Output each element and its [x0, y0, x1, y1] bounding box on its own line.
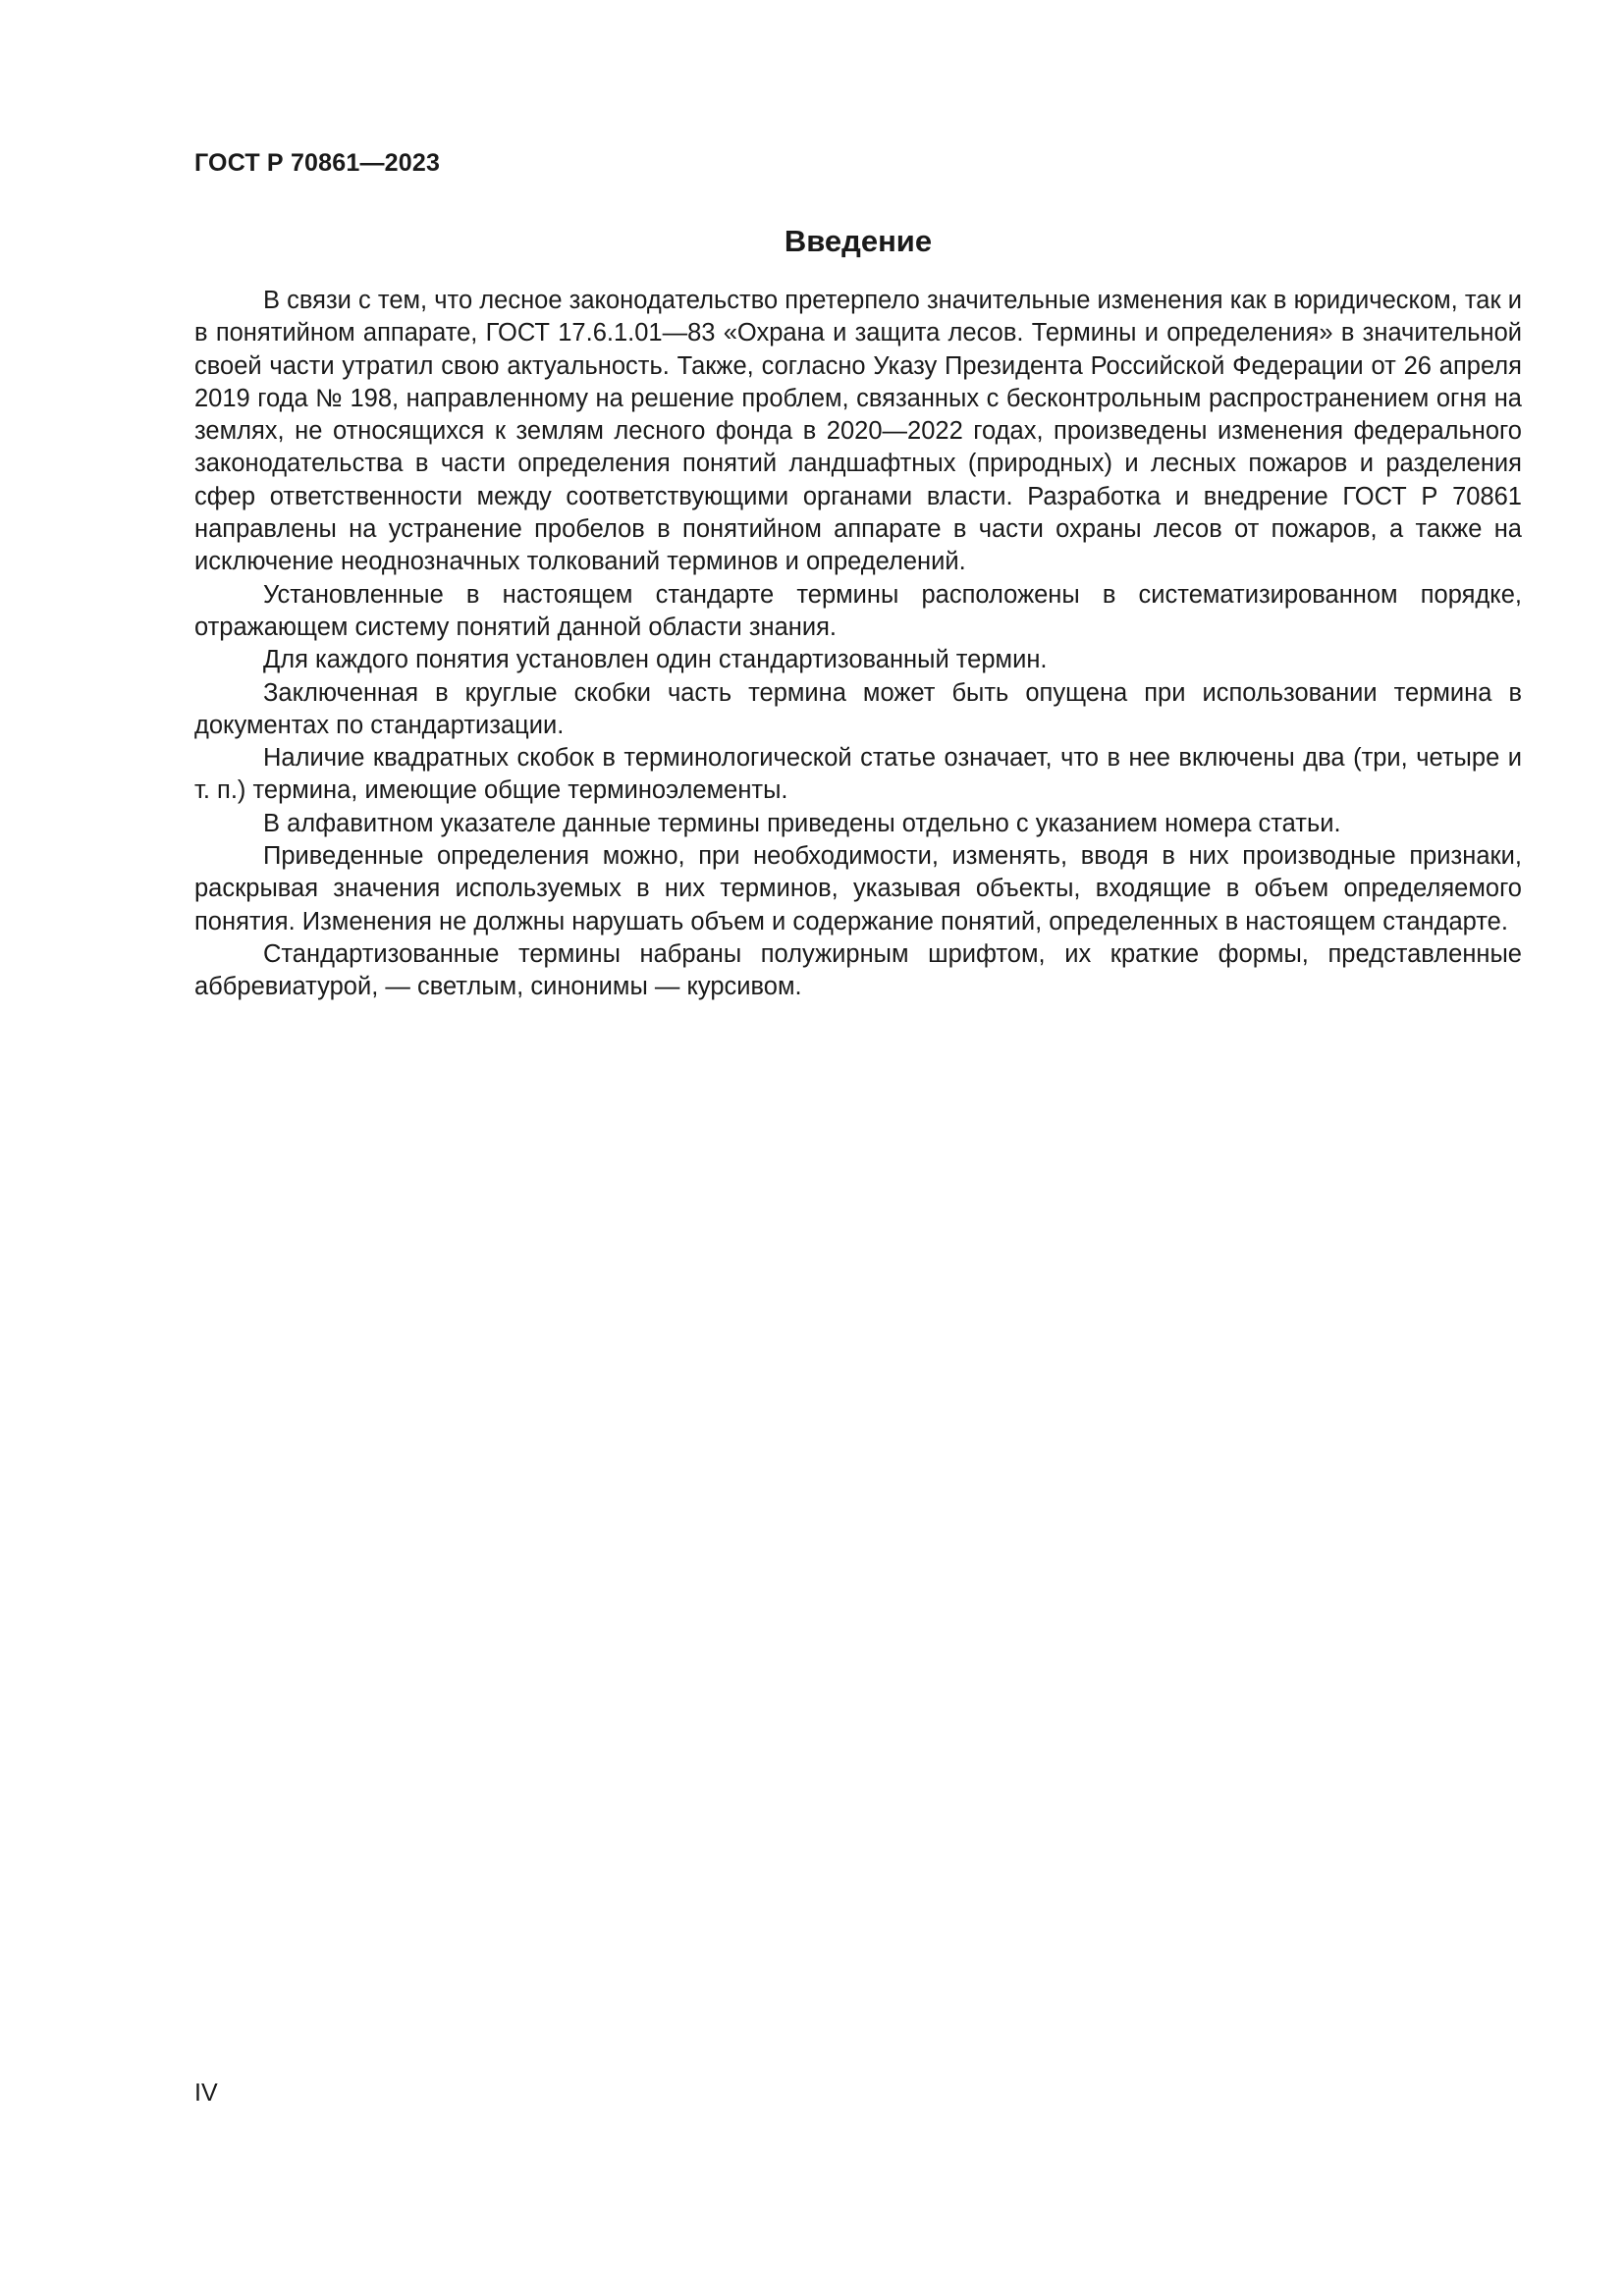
- paragraph: Для каждого понятия установлен один стандартизованный термин.: [263, 646, 1048, 674]
- paragraph: Приведенные определения можно, при необходимости, изменять, вводя в них производные признаки, раскрывая значения используемых в них терминов, указывая объекты, входящие в объем определяемого понятия. Изменения не должны нарушать объем и содержание понятий, определенных в настоящем стандарте.: [194, 842, 1522, 935]
- paragraph: Наличие квадратных скобок в терминологической статье означает, что в нее включены два (три, четыре и т. п.) термина, имеющие общие терминоэлементы.: [194, 744, 1522, 805]
- section-title: Введение: [784, 224, 933, 258]
- paragraph: В алфавитном указателе данные термины приведены отдельно с указанием номера статьи.: [263, 809, 1341, 837]
- paragraph: Установленные в настоящем стандарте термины расположены в систематизированном порядке, отражающем систему понятий данной области знания.: [194, 580, 1522, 641]
- paragraph: Заключенная в круглые скобки часть термина может быть опущена при использовании термина в документах по стандартизации.: [194, 678, 1522, 739]
- introduction-body: [194, 285, 1522, 1004]
- paragraph: В связи с тем, что лесное законодательство претерпело значительные изменения как в юридическом, так и в понятийном аппарате, ГОСТ 17.6.1.01—83 «Охрана и защита лесов. Термины и определения» в значительной своей части утратил свою актуальность. Также, согласно Указу Президента Российской Федерации от 26 апреля 2019 года № 198, направленному на решение проблем, связанных с бесконтрольным распространением огня на землях, не относящихся к землям лесного фонда в 2020—2022 годах, произведены изменения федерального законодательства в части определения понятий ландшафтных (природных) и лесных пожаров и разделения сфер ответственности между соответствующими органами власти. Разработка и внедрение ГОСТ Р 70861 направлены на устранение пробелов в понятийном аппарате в части охраны лесов от пожаров, а также на исключение неоднозначных толкований терминов и определений.: [194, 287, 1522, 576]
- standard-id-header: ГОСТ Р 70861—2023: [194, 149, 441, 177]
- page-number: IV: [194, 2079, 218, 2107]
- paragraph: Стандартизованные термины набраны полужирным шрифтом, их краткие формы, представленные аббревиатурой, — светлым, синонимы — курсивом.: [194, 939, 1522, 1001]
